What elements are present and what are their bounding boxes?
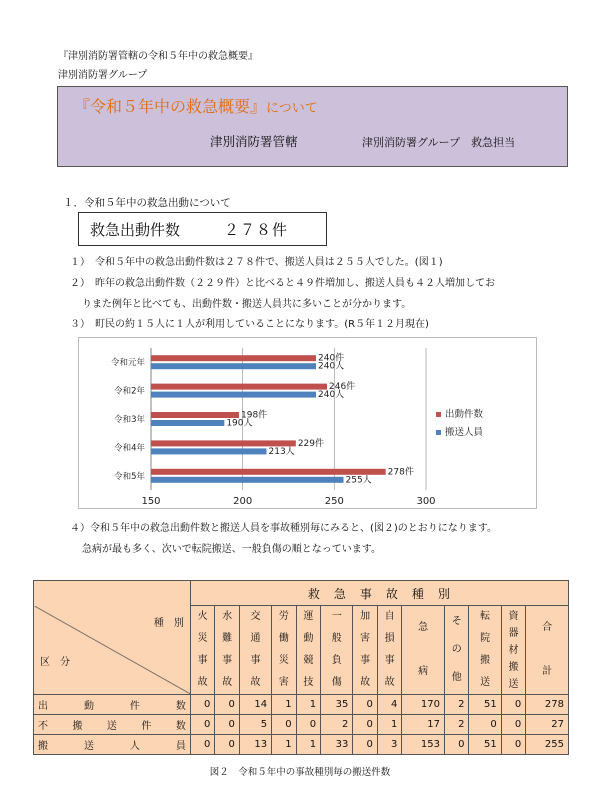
table-cell: 0: [469, 715, 501, 735]
paragraph-3: ３） 町民の約１５人に１人が利用していることになります。(R５年１２月現在): [70, 319, 429, 330]
bar-chart: [79, 338, 538, 510]
x-tick-label: 150: [141, 496, 161, 507]
paragraph-4b: 急病が最も多く、次いで転院搬送、一般負傷の順となっています。: [82, 544, 381, 555]
paragraph-1: １） 令和５年中の救急出動件数は２７８件で、搬送人員は２５５人でした。(図１): [70, 257, 443, 268]
legend-swatch: [436, 430, 441, 435]
column-header: [377, 606, 402, 695]
table-corner-top: [34, 581, 191, 606]
column-header-text: そ の 他: [451, 616, 462, 683]
bar-dispatch: [151, 355, 316, 361]
column-header-text: 加 害 事 故: [360, 611, 371, 688]
table-cell: 0: [215, 735, 240, 755]
bar-transport: [151, 420, 224, 426]
column-header-text: 急 病: [418, 622, 429, 677]
table-cell: 0: [190, 715, 215, 735]
table-cell: 0: [501, 735, 526, 755]
table-cell: 255: [526, 735, 569, 755]
table-cell: 0: [296, 715, 321, 735]
column-header: [469, 606, 501, 695]
table-cell: 1: [296, 735, 321, 755]
data-label: 229件: [297, 438, 325, 449]
bar-transport: [151, 392, 316, 398]
table-cell: 33: [321, 735, 353, 755]
table-row: [34, 735, 569, 755]
title-suffix: について: [266, 101, 318, 116]
table-cell: 170: [402, 695, 445, 715]
table-cell: 0: [444, 735, 469, 755]
column-header-text: 合 計: [542, 622, 553, 677]
column-header: [402, 606, 445, 695]
figure-caption: 図２ 令和５年中の事故種別毎の搬送件数: [209, 767, 391, 778]
column-header: [526, 606, 569, 695]
table-cell: 14: [239, 695, 271, 715]
table-cell: 0: [190, 735, 215, 755]
column-header: [239, 606, 271, 695]
chart-frame: [78, 337, 537, 509]
table-cell: 35: [321, 695, 353, 715]
data-label: 255人: [345, 475, 372, 486]
data-label: 213人: [268, 446, 295, 457]
table-cell: 0: [353, 735, 378, 755]
paragraph-2b: りまた例年と比べても、出動件数・搬送人員共に多いことが分かります。: [82, 299, 412, 310]
column-header: [272, 606, 297, 695]
column-header: [353, 606, 378, 695]
title-main: [74, 94, 318, 117]
category-label: 令和4年: [114, 443, 145, 454]
legend-label: 出動件数: [445, 409, 484, 420]
bar-dispatch: [151, 469, 386, 475]
table-cell: 0: [272, 715, 297, 735]
table-cell: 13: [239, 735, 271, 755]
table-cell: 51: [469, 735, 501, 755]
column-header: [501, 606, 526, 695]
data-label: 278件: [387, 467, 414, 478]
corner-label-category: 区 分: [40, 657, 70, 668]
accident-table: [33, 580, 569, 755]
table-cell: 0: [215, 695, 240, 715]
column-header: [321, 606, 353, 695]
column-header-text: 自 損 事 故: [384, 611, 395, 688]
paragraph-2a: ２） 昨年の救急出動件数（２２９件）と比べると４９件増加し、搬送人員も４２人増加してお: [70, 278, 495, 289]
category-label: 令和5年: [114, 471, 145, 482]
column-header: [444, 606, 469, 695]
table-cell: 0: [353, 695, 378, 715]
paragraph-4a: ４）令和５年中の救急出動件数と搬送人員を事故種別毎にみると、(図２)のとおりになります。: [70, 523, 498, 534]
data-label: 190人: [226, 418, 253, 429]
data-label: 198件: [241, 410, 268, 421]
column-header-text: 水 難 事 故: [222, 611, 233, 688]
title-main-text: 『令和５年中の救急概要』: [74, 97, 267, 116]
table-cell: 17: [402, 715, 445, 735]
legend-label: 搬送人員: [445, 427, 484, 438]
table-cell: 1: [272, 695, 297, 715]
table-cell: 153: [402, 735, 445, 755]
jurisdiction: 津別消防署管轄: [210, 134, 298, 149]
table-cell: 4: [377, 695, 402, 715]
bar-transport: [151, 363, 316, 369]
table-cell: 0: [353, 715, 378, 735]
bar-dispatch: [151, 384, 327, 390]
count-label: 救急出動件数: [90, 221, 181, 239]
table-group-header: 救 急 事 故 種 別: [190, 581, 568, 606]
table-cell: 0: [190, 695, 215, 715]
x-tick-label: 250: [324, 496, 344, 507]
table-cell: 0: [215, 715, 240, 735]
section-heading: １．令和５年中の救急出動について: [63, 197, 231, 209]
category-label: 令和2年: [114, 386, 145, 397]
legend-swatch: [436, 412, 441, 417]
column-header-text: 一 般 負 傷: [331, 611, 342, 688]
bar-transport: [151, 448, 267, 454]
table-cell: 3: [377, 735, 402, 755]
column-header-text: 運 動 競 技: [303, 611, 314, 688]
table-header-row: [34, 581, 569, 606]
table-cell: 51: [469, 695, 501, 715]
table-cell: 0: [501, 695, 526, 715]
corner-label-type: 種 別: [153, 617, 184, 629]
column-header-text: 交 通 事 故: [250, 611, 261, 688]
category-label: 令和元年: [110, 358, 145, 369]
table-row: [34, 695, 569, 715]
department: 津別消防署グループ 救急担当: [362, 136, 516, 149]
table-cell: 278: [526, 695, 569, 715]
column-header: [296, 606, 321, 695]
table-cell: 1: [377, 715, 402, 735]
row-label: 搬送人員: [34, 735, 191, 755]
column-header-text: 労 働 災 害: [278, 611, 289, 688]
table-cell: 1: [296, 695, 321, 715]
table-cell: 1: [272, 735, 297, 755]
column-header-text: 資 器 材 搬 送: [508, 610, 519, 690]
count-value: ２７８件: [224, 221, 289, 239]
column-header-text: 火 災 事 故: [197, 611, 208, 688]
column-header: [190, 606, 215, 695]
row-label: 出動件数: [34, 695, 191, 715]
table-cell: 2: [321, 715, 353, 735]
bar-transport: [151, 477, 344, 483]
row-label: 不搬送件数: [34, 715, 191, 735]
column-header-text: 転 院 搬 送: [480, 611, 491, 688]
table-cell: 27: [526, 715, 569, 735]
category-label: 令和3年: [114, 415, 145, 425]
table-cell: 2: [444, 695, 469, 715]
table-column-row: [34, 606, 569, 695]
table-cell: 2: [444, 715, 469, 735]
data-label: 246件: [329, 382, 356, 393]
table-cell: 5: [239, 715, 271, 735]
x-tick-label: 300: [416, 496, 436, 507]
bar-dispatch: [151, 412, 239, 418]
data-label: 240人: [318, 390, 345, 401]
group-name: 津別消防署グループ: [58, 70, 148, 81]
data-label: 240件: [318, 353, 345, 364]
table-row: [34, 715, 569, 735]
document-title: 『津別消防署管轄の令和５年中の救急概要』: [58, 51, 258, 62]
x-tick-label: 200: [233, 496, 253, 507]
data-label: 240人: [318, 361, 345, 372]
column-header: [215, 606, 240, 695]
table-corner: [34, 606, 191, 695]
bar-dispatch: [151, 440, 296, 446]
table-cell: 0: [501, 715, 526, 735]
